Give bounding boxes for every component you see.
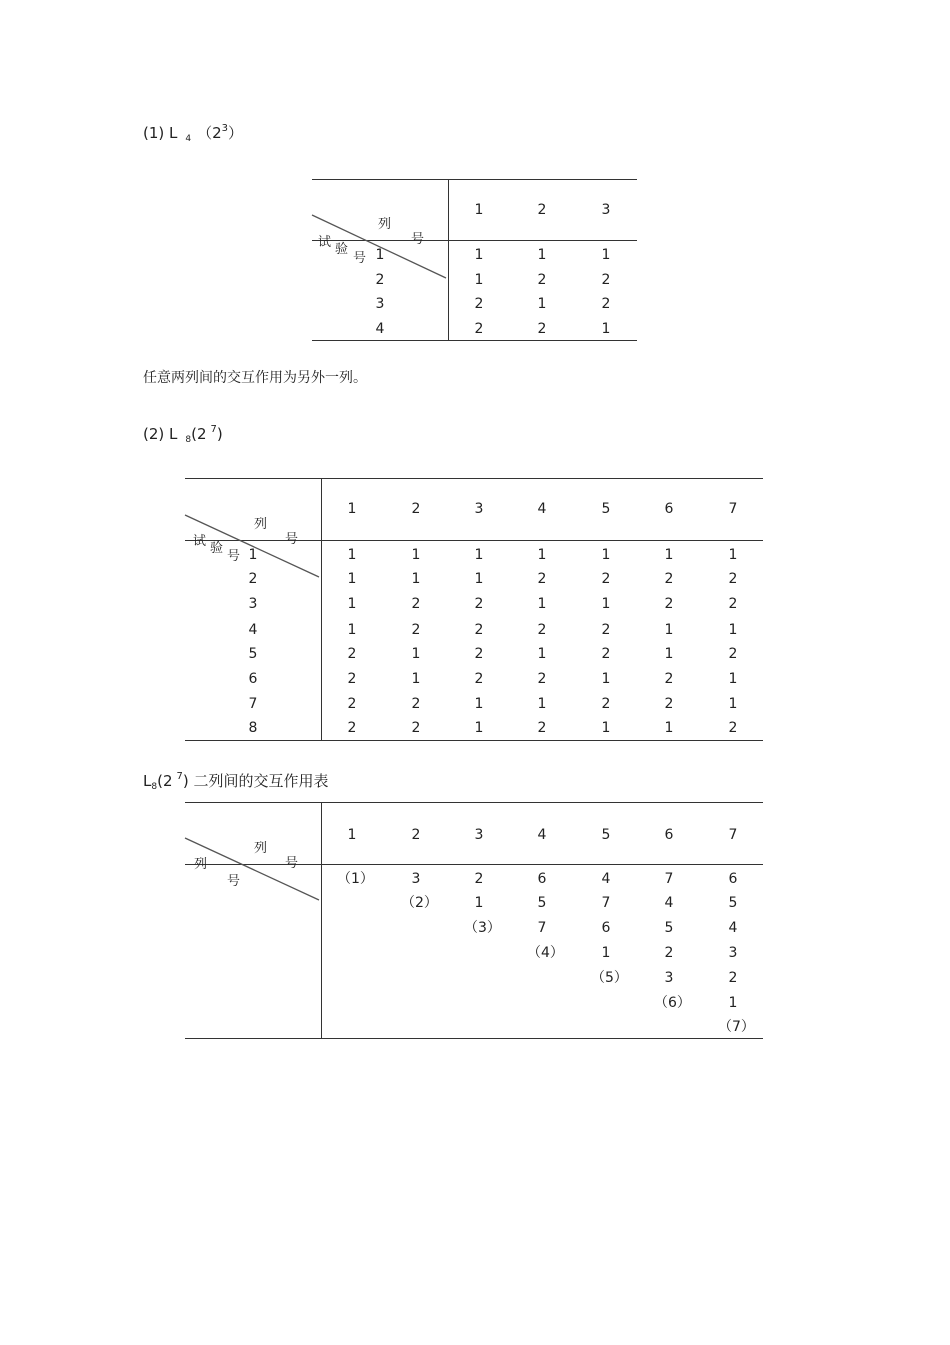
table2-cell: 1 <box>411 547 421 563</box>
table2-col-header: 6 <box>664 501 674 517</box>
table3-divider <box>321 802 322 1038</box>
table2-cell: 2 <box>411 696 421 712</box>
table3-corner-row2: 号 <box>227 874 241 889</box>
table3-cell: （1） <box>337 871 374 887</box>
table2-heading-mid: (2 <box>191 425 207 443</box>
table1-cell: 1 <box>537 296 547 312</box>
table2-cell: 1 <box>474 571 484 587</box>
table3-col-header: 4 <box>537 827 547 843</box>
table3-heading <box>143 768 329 796</box>
table2-cell: 1 <box>347 596 357 612</box>
table2-cell: 2 <box>728 596 738 612</box>
table2-cell: 2 <box>601 571 611 587</box>
table2-cell: 1 <box>411 646 421 662</box>
table3-cell: 7 <box>537 920 547 936</box>
table2-cell: 1 <box>728 671 738 687</box>
table2-row-number: 7 <box>248 696 258 712</box>
table2-cell: 1 <box>474 547 484 563</box>
table3-bottom-rule <box>185 1038 763 1039</box>
table2-cell: 2 <box>474 646 484 662</box>
table1-cell: 1 <box>601 247 611 263</box>
table3-cell: （2） <box>401 895 438 911</box>
table2-cell: 2 <box>347 720 357 736</box>
table2-cell: 1 <box>601 547 611 563</box>
table2-heading <box>143 421 223 449</box>
table2-row-number: 3 <box>248 596 258 612</box>
table1-header-rule <box>312 240 637 241</box>
table2-cell: 2 <box>347 671 357 687</box>
table2-row-number: 1 <box>248 547 258 563</box>
table1-cell: 1 <box>601 321 611 337</box>
table2-cell: 2 <box>537 571 547 587</box>
table2-cell: 1 <box>411 671 421 687</box>
table3-cell: 6 <box>728 871 738 887</box>
table2-heading-sup: 7 <box>210 424 217 435</box>
table2-cell: 2 <box>411 596 421 612</box>
table3-cell: 4 <box>601 871 611 887</box>
table3-heading-sup: 7 <box>176 771 183 782</box>
table3-corner-row1: 列 <box>194 857 208 872</box>
table2-cell: 2 <box>474 671 484 687</box>
table1-row-number: 1 <box>375 247 385 263</box>
table1-corner-row1: 试 <box>318 235 332 250</box>
table2-cell: 1 <box>347 547 357 563</box>
table3-col-header: 6 <box>664 827 674 843</box>
table2-row-number: 8 <box>248 720 258 736</box>
table2-corner-row1: 试 <box>193 534 207 549</box>
table2-cell: 2 <box>664 671 674 687</box>
table3-col-header: 2 <box>411 827 421 843</box>
table1-cell: 2 <box>474 321 484 337</box>
table2-cell: 1 <box>664 622 674 638</box>
table2-cell: 2 <box>728 720 738 736</box>
table1-col-header: 3 <box>601 202 611 218</box>
table3-cell: 6 <box>601 920 611 936</box>
table2-cell: 2 <box>601 696 611 712</box>
table3-cell: 3 <box>728 945 738 961</box>
table2-row-number: 5 <box>248 646 258 662</box>
table2-cell: 1 <box>664 547 674 563</box>
table2-cell: 2 <box>664 696 674 712</box>
table2-corner-col: 列 <box>254 517 268 532</box>
table2-cell: 2 <box>664 571 674 587</box>
table2-cell: 1 <box>664 720 674 736</box>
table2-cell: 1 <box>537 696 547 712</box>
table2-heading-suffix: ) <box>216 425 223 443</box>
table2-cell: 2 <box>474 622 484 638</box>
table1-row-number: 3 <box>375 296 385 312</box>
table2-col-header: 2 <box>411 501 421 517</box>
table2-cell: 1 <box>537 596 547 612</box>
table2-cell: 2 <box>601 646 611 662</box>
table2-cell: 1 <box>728 696 738 712</box>
table1-heading-sup: 3 <box>221 123 229 134</box>
table2-cell: 1 <box>347 622 357 638</box>
table3-corner-diagonal <box>0 0 1 1</box>
table2-bottom-rule <box>185 740 763 741</box>
table1-col-header: 2 <box>537 202 547 218</box>
table2-corner-row3: 号 <box>227 549 241 564</box>
table3-cell: 5 <box>664 920 674 936</box>
table3-cell: （6） <box>654 995 691 1011</box>
table3-cell: 7 <box>601 895 611 911</box>
table2-cell: 2 <box>474 596 484 612</box>
table1-divider <box>448 179 449 340</box>
table2-col-header: 7 <box>728 501 738 517</box>
table3-top-rule <box>185 802 763 803</box>
table2-cell: 1 <box>474 696 484 712</box>
table2-top-rule <box>185 478 763 479</box>
table1-corner-row2: 验 <box>335 242 349 257</box>
table3-cell: 7 <box>664 871 674 887</box>
table3-cell: 1 <box>474 895 484 911</box>
table2-cell: 1 <box>601 596 611 612</box>
table2-col-header: 1 <box>347 501 357 517</box>
table2-cell: 1 <box>728 547 738 563</box>
table3-cell: 1 <box>601 945 611 961</box>
table3-heading-mid: (2 <box>157 772 173 790</box>
table1-heading <box>143 120 243 148</box>
table3-cell: 5 <box>728 895 738 911</box>
table2-cell: 2 <box>728 646 738 662</box>
table3-col-header: 1 <box>347 827 357 843</box>
table2-cell: 1 <box>474 720 484 736</box>
table2-cell: 1 <box>537 547 547 563</box>
table2-cell: 2 <box>601 622 611 638</box>
table2-cell: 2 <box>664 596 674 612</box>
table3-cell: 2 <box>664 945 674 961</box>
table3-cell: 3 <box>411 871 421 887</box>
table2-divider <box>321 478 322 740</box>
table2-cell: 1 <box>664 646 674 662</box>
table3-cell: 4 <box>728 920 738 936</box>
table1-cell: 1 <box>474 247 484 263</box>
table1-heading-suffix: ） <box>228 124 244 142</box>
table3-corner-col2: 号 <box>285 856 299 871</box>
table3-cell: 1 <box>728 995 738 1011</box>
table1-cell: 1 <box>474 272 484 288</box>
table1-top-rule <box>312 179 637 180</box>
table1-row-number: 2 <box>375 272 385 288</box>
table1-cell: 2 <box>474 296 484 312</box>
table1-cell: 2 <box>601 296 611 312</box>
table3-col-header: 3 <box>474 827 484 843</box>
table3-cell: （5） <box>591 970 628 986</box>
table2-row-number: 6 <box>248 671 258 687</box>
table2-cell: 1 <box>601 720 611 736</box>
table3-cell: 5 <box>537 895 547 911</box>
table2-cell: 2 <box>537 720 547 736</box>
table1-corner-col: 列 <box>378 217 392 232</box>
table2-cell: 2 <box>537 622 547 638</box>
table1-cell: 2 <box>537 272 547 288</box>
table2-cell: 1 <box>411 571 421 587</box>
table2-heading-prefix: (2) L <box>143 425 178 443</box>
table2-col-header: 4 <box>537 501 547 517</box>
table2-col-header: 3 <box>474 501 484 517</box>
table2-cell: 2 <box>411 720 421 736</box>
table3-heading-suffix: ) 二列间的交互作用表 <box>182 772 329 790</box>
table3-header-rule <box>185 864 763 865</box>
table1-note: 任意两列间的交互作用为另外一列。 <box>143 370 367 386</box>
table2-cell: 1 <box>347 571 357 587</box>
table1-cell: 2 <box>537 321 547 337</box>
table1-heading-mid: （2 <box>197 124 222 142</box>
table1-cell: 2 <box>601 272 611 288</box>
table3-corner-col: 列 <box>254 841 268 856</box>
table3-cell: （4） <box>527 945 564 961</box>
table1-row-number: 4 <box>375 321 385 337</box>
table2-corner-col2: 号 <box>285 532 299 547</box>
table2-cell: 2 <box>411 622 421 638</box>
table1-corner-col2: 号 <box>411 232 425 247</box>
table3-cell: 2 <box>728 970 738 986</box>
table3-cell: （3） <box>464 920 501 936</box>
table1-heading-sub: 4 <box>185 134 192 144</box>
table2-corner-row2: 验 <box>210 541 224 556</box>
table1-cell: 1 <box>537 247 547 263</box>
table1-bottom-rule <box>312 340 637 341</box>
table2-header-rule <box>185 540 763 541</box>
table3-col-header: 5 <box>601 827 611 843</box>
table2-cell: 2 <box>347 696 357 712</box>
table3-heading-prefix: L <box>143 772 152 790</box>
table2-cell: 2 <box>347 646 357 662</box>
table1-corner-row3: 号 <box>353 251 367 266</box>
table2-cell: 1 <box>728 622 738 638</box>
table2-heading-sub: 8 <box>185 435 192 445</box>
table2-col-header: 5 <box>601 501 611 517</box>
table3-cell: 6 <box>537 871 547 887</box>
table2-cell: 2 <box>537 671 547 687</box>
table3-col-header: 7 <box>728 827 738 843</box>
table3-cell: 4 <box>664 895 674 911</box>
table2-row-number: 4 <box>248 622 258 638</box>
table3-cell: （7） <box>718 1019 755 1035</box>
table1-col-header: 1 <box>474 202 484 218</box>
table3-cell: 3 <box>664 970 674 986</box>
table3-cell: 2 <box>474 871 484 887</box>
table1-heading-prefix: (1) L <box>143 124 178 142</box>
table2-row-number: 2 <box>248 571 258 587</box>
table2-cell: 1 <box>601 671 611 687</box>
table2-cell: 1 <box>537 646 547 662</box>
table2-cell: 2 <box>728 571 738 587</box>
table3-heading-sub: 8 <box>151 782 158 792</box>
